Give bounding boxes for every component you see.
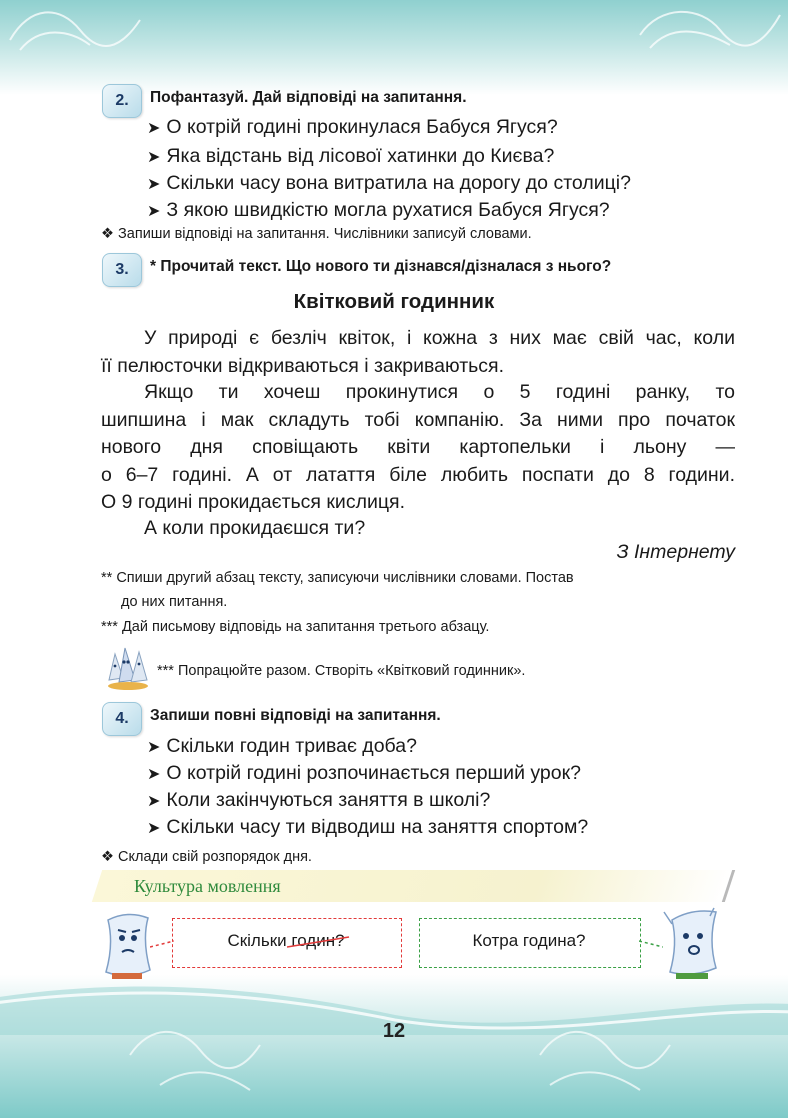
task-title: Запиши повні відповіді на запитання. (150, 707, 441, 724)
question-item: ➤ З якою швидкістю могла рухатися Бабуся Ягуся? (147, 199, 610, 221)
task-note: ❖ Склади свій розпорядок дня. (101, 849, 312, 865)
diamond-bullet-icon: ❖ (101, 849, 119, 865)
arrow-bullet-icon: ➤ (147, 793, 161, 810)
dash-connector-left (150, 937, 174, 953)
group-work-icon (101, 640, 153, 692)
arrow-bullet-icon: ➤ (147, 203, 161, 220)
task-note: *** Дай письмову відповідь на запитання третього абзацу. (101, 619, 490, 635)
question-item: ➤ О котрій годині прокинулася Бабуся Ягуся? (147, 116, 558, 138)
text-source: З Інтернету (616, 541, 735, 563)
paragraph-2: Якщо ти хочеш прокинутися о 5 годині ранку, то шипшина і мак складуть тобі компанію. За ними про початок нового дня сповіщають квіти картопельки і льону — о 6–7 годині. А от латаття біле любить поспати до 8 години. О 9 годині прокидається кислиця. (101, 381, 735, 513)
group-work-note: *** Попрацюйте разом. Створіть «Квітковий годинник». (157, 663, 526, 679)
crossed-word: годин (291, 931, 335, 950)
question-item: ➤ Яка відстань від лісової хатинки до Києва? (147, 145, 555, 167)
task-number-badge: 4. (102, 702, 142, 736)
strike-line-icon (287, 935, 351, 949)
paper-character-right-icon (658, 906, 726, 982)
arrow-bullet-icon: ➤ (147, 739, 161, 756)
header-ornament (0, 0, 788, 60)
task-note: до них питання. (121, 594, 228, 610)
task-title: Пофантазуй. Дай відповіді на запитання. (150, 89, 467, 106)
paragraph-1: У природі є безліч квіток, і кожна з них має свій час, коли її пелюсточки відкриваються і закриваються. (101, 327, 735, 377)
arrow-bullet-icon: ➤ (147, 766, 161, 783)
right-phrase: Котра година? (472, 931, 586, 950)
wrong-phrase: Скільки годин ? (172, 931, 400, 951)
task-note: ** Спиши другий абзац тексту, записуючи числівники словами. Постав (101, 570, 574, 586)
question-item: ➤ О котрій годині розпочинається перший урок? (147, 762, 581, 784)
question-item: ➤ Скільки часу ти відводиш на заняття спортом? (147, 816, 589, 838)
diamond-bullet-icon: ❖ (101, 226, 119, 242)
paragraph-3: А коли прокидаєшся ти? (144, 517, 366, 539)
question-item: ➤ Скільки часу вона витратила на дорогу до столиці? (147, 172, 631, 194)
arrow-bullet-icon: ➤ (147, 120, 161, 137)
footer-ornament (120, 995, 680, 1105)
arrow-bullet-icon: ➤ (147, 820, 161, 837)
task-title: * Прочитай текст. Що нового ти дізнався/дізналася з нього? (150, 258, 612, 275)
question-item: ➤ Коли закінчуються заняття в школі? (147, 789, 491, 811)
task-number-badge: 2. (102, 84, 142, 118)
task-note: ❖ Запиши відповіді на запитання. Числівники записуй словами. (101, 226, 532, 242)
arrow-bullet-icon: ➤ (147, 176, 161, 193)
text-heading: Квітковий годинник (293, 290, 495, 313)
page-number: 12 (382, 1020, 406, 1042)
culture-label: Культура мовлення (134, 876, 281, 896)
question-item: ➤ Скільки годин триває доба? (147, 735, 417, 757)
arrow-bullet-icon: ➤ (147, 149, 161, 166)
task-number-badge: 3. (102, 253, 142, 287)
